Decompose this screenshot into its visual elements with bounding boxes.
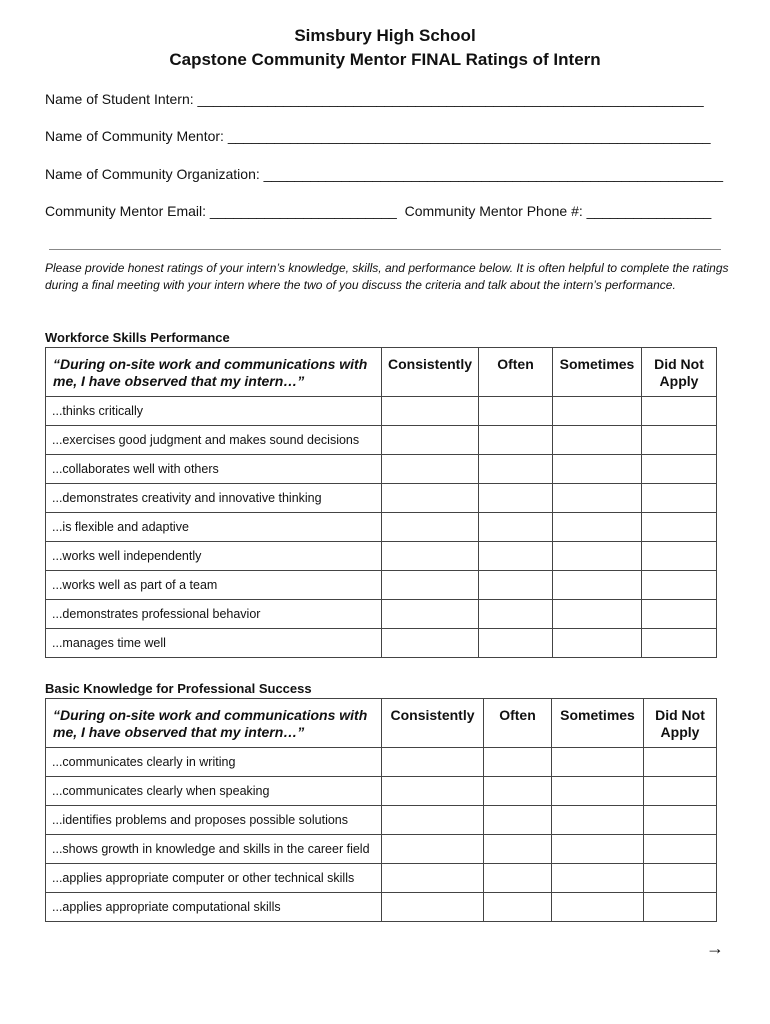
criterion-label: ...shows growth in knowledge and skills in the career field: [46, 835, 382, 864]
criterion-label: ...manages time well: [46, 629, 382, 658]
table-row: [46, 397, 717, 426]
rating-cell-often[interactable]: [479, 513, 553, 542]
criterion-label: ...collaborates well with others: [46, 455, 382, 484]
table-row: [46, 629, 717, 658]
rating-cell-consistently[interactable]: [382, 571, 479, 600]
table-row: [46, 426, 717, 455]
table-row: [46, 777, 717, 806]
school-title: Simsbury High School: [294, 26, 476, 45]
rating-cell-consistently[interactable]: [382, 748, 484, 777]
criterion-label: ...thinks critically: [46, 397, 382, 426]
column-header-did-not-apply: Did Not Apply: [644, 699, 717, 748]
rating-cell-often[interactable]: [479, 542, 553, 571]
table-row: [46, 864, 717, 893]
criterion-label: ...demonstrates creativity and innovative thinking: [46, 484, 382, 513]
rating-cell-consistently[interactable]: [382, 806, 484, 835]
table-row: [46, 600, 717, 629]
workforce-skills-table: [45, 347, 717, 658]
rating-cell-consistently[interactable]: [382, 513, 479, 542]
rating-cell-consistently[interactable]: [382, 542, 479, 571]
prompt-header: “During on-site work and communications with me, I have observed that my intern…”: [46, 699, 382, 748]
column-header-did-not-apply: Did Not Apply: [642, 348, 717, 397]
rating-cell-did-not-apply[interactable]: [642, 571, 717, 600]
table-row: [46, 455, 717, 484]
column-header-sometimes: Sometimes: [552, 699, 644, 748]
rating-cell-consistently[interactable]: [382, 426, 479, 455]
rating-cell-did-not-apply[interactable]: [642, 455, 717, 484]
mentor-email-phone-field[interactable]: Community Mentor Email: ________________________ Community Mentor Phone #: ________________: [45, 203, 712, 219]
rating-cell-consistently[interactable]: [382, 397, 479, 426]
table-row: [46, 835, 717, 864]
table-row: [46, 571, 717, 600]
rating-cell-sometimes[interactable]: [552, 777, 644, 806]
rating-cell-did-not-apply[interactable]: [644, 893, 717, 922]
criterion-label: ...works well independently: [46, 542, 382, 571]
rating-cell-sometimes[interactable]: [553, 484, 642, 513]
rating-cell-often[interactable]: [479, 629, 553, 658]
column-header-often: Often: [484, 699, 552, 748]
rating-cell-sometimes[interactable]: [553, 426, 642, 455]
criterion-label: ...exercises good judgment and makes sound decisions: [46, 426, 382, 455]
rating-cell-consistently[interactable]: [382, 777, 484, 806]
table-header-row: [46, 699, 717, 748]
rating-cell-often[interactable]: [479, 600, 553, 629]
column-header-consistently: Consistently: [382, 699, 484, 748]
rating-cell-often[interactable]: [484, 864, 552, 893]
table-row: [46, 484, 717, 513]
rating-cell-often[interactable]: [479, 484, 553, 513]
basic-knowledge-rows: [46, 748, 717, 922]
criterion-label: ...identifies problems and proposes possible solutions: [46, 806, 382, 835]
rating-cell-sometimes[interactable]: [553, 629, 642, 658]
basic-knowledge-title: Basic Knowledge for Professional Success: [45, 681, 312, 696]
rating-cell-did-not-apply[interactable]: [642, 484, 717, 513]
criterion-label: ...applies appropriate computational skills: [46, 893, 382, 922]
criterion-label: ...works well as part of a team: [46, 571, 382, 600]
rating-cell-did-not-apply[interactable]: [644, 835, 717, 864]
divider-line: [49, 249, 721, 250]
workforce-skills-rows: [46, 397, 717, 658]
rating-cell-did-not-apply[interactable]: [642, 513, 717, 542]
rating-cell-consistently[interactable]: [382, 835, 484, 864]
rating-cell-sometimes[interactable]: [552, 864, 644, 893]
rating-cell-often[interactable]: [484, 893, 552, 922]
instructions-text: Please provide honest ratings of your intern’s knowledge, skills, and performance below. It is often helpful to complete the ratings during a final meeting with your intern where the two of you discuss the criteria and talk about the intern’s performance.: [45, 261, 729, 292]
criterion-label: ...applies appropriate computer or other technical skills: [46, 864, 382, 893]
rating-cell-sometimes[interactable]: [553, 455, 642, 484]
criterion-label: ...demonstrates professional behavior: [46, 600, 382, 629]
workforce-skills-title: Workforce Skills Performance: [45, 330, 230, 345]
rating-cell-did-not-apply[interactable]: [644, 777, 717, 806]
rating-cell-consistently[interactable]: [382, 455, 479, 484]
rating-cell-often[interactable]: [479, 455, 553, 484]
rating-cell-did-not-apply[interactable]: [642, 397, 717, 426]
rating-cell-consistently[interactable]: [382, 893, 484, 922]
rating-cell-did-not-apply[interactable]: [642, 629, 717, 658]
rating-cell-often[interactable]: [484, 748, 552, 777]
rating-cell-sometimes[interactable]: [552, 748, 644, 777]
rating-cell-did-not-apply[interactable]: [644, 806, 717, 835]
table-row: [46, 893, 717, 922]
rating-cell-consistently[interactable]: [382, 864, 484, 893]
table-row: [46, 748, 717, 777]
rating-cell-did-not-apply[interactable]: [642, 600, 717, 629]
rating-cell-often[interactable]: [484, 835, 552, 864]
basic-knowledge-table: [45, 698, 717, 922]
column-header-sometimes: Sometimes: [553, 348, 642, 397]
column-header-often: Often: [479, 348, 553, 397]
rating-cell-consistently[interactable]: [382, 484, 479, 513]
rating-cell-sometimes[interactable]: [553, 571, 642, 600]
table-row: [46, 513, 717, 542]
community-mentor-field[interactable]: Name of Community Mentor: ______________________________________________________________: [45, 128, 711, 144]
rating-cell-sometimes[interactable]: [552, 806, 644, 835]
rating-cell-did-not-apply[interactable]: [642, 426, 717, 455]
rating-cell-often[interactable]: [479, 397, 553, 426]
table-header-row: [46, 348, 717, 397]
community-organization-field[interactable]: Name of Community Organization: ___________________________________________________________: [45, 166, 724, 182]
rating-cell-often[interactable]: [479, 571, 553, 600]
column-header-consistently: Consistently: [382, 348, 479, 397]
rating-cell-sometimes[interactable]: [553, 600, 642, 629]
table-row: [46, 806, 717, 835]
rating-cell-consistently[interactable]: [382, 600, 479, 629]
form-title: Capstone Community Mentor FINAL Ratings of Intern: [169, 50, 601, 69]
rating-cell-sometimes[interactable]: [552, 893, 644, 922]
rating-cell-often[interactable]: [484, 777, 552, 806]
rating-cell-often[interactable]: [479, 426, 553, 455]
rating-cell-sometimes[interactable]: [552, 835, 644, 864]
table-row: [46, 542, 717, 571]
rating-cell-often[interactable]: [484, 806, 552, 835]
rating-cell-sometimes[interactable]: [553, 513, 642, 542]
criterion-label: ...is flexible and adaptive: [46, 513, 382, 542]
rating-cell-did-not-apply[interactable]: [642, 542, 717, 571]
next-page-arrow-icon[interactable]: →: [706, 938, 724, 958]
rating-cell-sometimes[interactable]: [553, 542, 642, 571]
criterion-label: ...communicates clearly when speaking: [46, 777, 382, 806]
rating-cell-did-not-apply[interactable]: [644, 748, 717, 777]
criterion-label: ...communicates clearly in writing: [46, 748, 382, 777]
prompt-header: “During on-site work and communications with me, I have observed that my intern…”: [46, 348, 382, 397]
rating-cell-did-not-apply[interactable]: [644, 864, 717, 893]
student-intern-field[interactable]: Name of Student Intern: _________________________________________________________________: [45, 91, 704, 107]
rating-cell-sometimes[interactable]: [553, 397, 642, 426]
rating-cell-consistently[interactable]: [382, 629, 479, 658]
